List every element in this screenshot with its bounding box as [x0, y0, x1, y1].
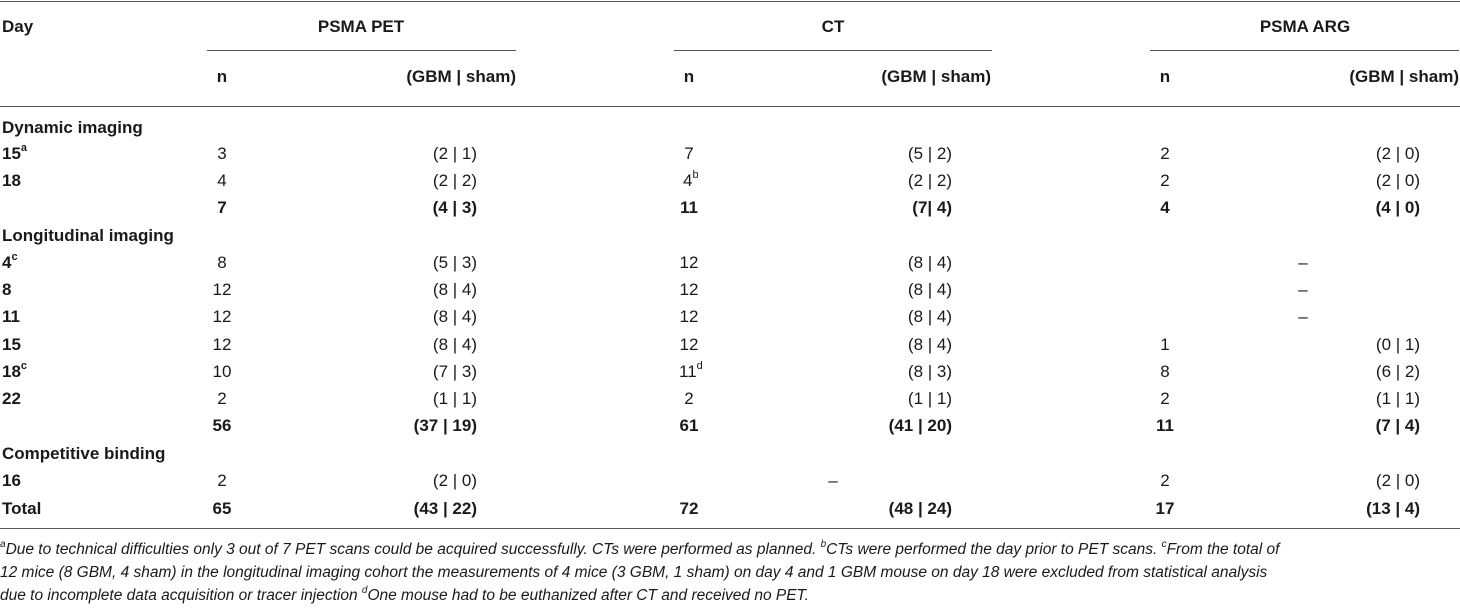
header-ct: CT: [821, 17, 845, 36]
pet-ratio-cell: (7 | 3): [432, 362, 477, 381]
ct-dash-cell: –: [828, 471, 838, 490]
footnote-line-1: [0, 538, 1460, 561]
pet-ratio-cell: (2 | 2): [432, 171, 477, 190]
table-top-rule: [0, 1, 1460, 2]
arg-n-subtotal: 11: [1156, 416, 1174, 435]
ct-ratio-cell: (5 | 2): [907, 144, 952, 163]
arg-dash-cell: –: [1298, 280, 1308, 299]
pet-ratio-cell: (1 | 1): [432, 389, 477, 408]
header-arg-ratio: (GBM | sham): [1349, 67, 1459, 86]
footnote-b: CTs were performed the day prior to PET scans.: [826, 541, 1158, 558]
day-cell: 15: [2, 335, 21, 354]
arg-n-cell: 2: [1160, 471, 1170, 490]
pet-ratio-cell: (2 | 0): [432, 471, 477, 490]
ct-n-subtotal: 61: [679, 416, 699, 435]
pet-n-subtotal: 7: [217, 198, 227, 217]
ct-ratio-cell: (8 | 4): [907, 253, 952, 272]
ct-n-cell: 12: [679, 335, 699, 354]
arg-dash-cell: –: [1298, 307, 1308, 326]
pet-n-cell: 12: [212, 335, 232, 354]
section-title: Longitudinal imaging: [2, 226, 174, 245]
day-cell: 4$^c$: [2, 251, 18, 272]
ct-n-cell: 2: [684, 389, 694, 408]
day-cell: 15$^a$: [2, 142, 28, 163]
ct-n-cell: 7: [684, 144, 694, 163]
arg-n-subtotal: 4: [1160, 198, 1170, 217]
header-ct-ratio: (GBM | sham): [881, 67, 991, 86]
pet-n-cell: 3: [217, 144, 227, 163]
arg-ratio-cell: (2 | 0): [1375, 144, 1420, 163]
arg-n-total: 17: [1155, 499, 1175, 518]
day-cell: 22: [2, 389, 21, 408]
pet-ratio-cell: (2 | 1): [432, 144, 477, 163]
ct-ratio-cell: (1 | 1): [907, 389, 952, 408]
day-cell: 8: [2, 280, 12, 299]
pet-ratio-cell: (5 | 3): [432, 253, 477, 272]
ct-ratio-cell: (2 | 2): [907, 171, 952, 190]
header-bottom-rule: [0, 106, 1460, 107]
footnote-line-3: [0, 584, 1460, 607]
ct-ratio-total: (48 | 24): [888, 499, 952, 518]
footnote-a: Due to technical difficulties only 3 out of 7 PET scans could be acquired successfully. CTs were performed as planned.: [5, 541, 817, 558]
arg-ratio-total: (13 | 4): [1366, 499, 1420, 518]
ct-n-cell: 11$^d$: [679, 360, 703, 381]
arg-n-cell: 2: [1160, 144, 1170, 163]
ct-ratio-cell: (8 | 4): [907, 335, 952, 354]
footnote-c-part1: From the total of: [1166, 541, 1280, 558]
pet-n-cell: 10: [212, 362, 232, 381]
arg-ratio-cell: (0 | 1): [1375, 335, 1420, 354]
arg-ratio-subtotal: (4 | 0): [1375, 198, 1420, 217]
ct-ratio-cell: (8 | 4): [907, 280, 952, 299]
pet-n-cell: 12: [212, 280, 232, 299]
footnote-d-marker: d: [361, 584, 368, 596]
arg-dash-cell: –: [1298, 253, 1308, 272]
pet-group-rule: [207, 50, 516, 51]
footnote-line-2: [0, 561, 1460, 584]
arg-n-cell: 1: [1160, 335, 1170, 354]
pet-n-subtotal: 56: [212, 416, 232, 435]
arg-ratio-cell: (2 | 0): [1375, 171, 1420, 190]
header-day: Day: [2, 17, 34, 36]
ct-ratio-cell: (8 | 3): [907, 362, 952, 381]
pet-ratio-cell: (8 | 4): [432, 335, 477, 354]
section-title: Dynamic imaging: [2, 118, 143, 137]
footnote-c-part3: due to incomplete data acquisition or tracer injection: [0, 587, 358, 604]
header-pet-n: n: [216, 67, 228, 86]
ct-n-cell: 12: [679, 280, 699, 299]
ct-ratio-subtotal: (7| 4): [912, 198, 952, 217]
day-cell: 18$^c$: [2, 360, 28, 381]
day-cell: 11: [2, 307, 20, 326]
footnote-c-marker: c: [1161, 538, 1167, 550]
day-cell: 18: [2, 171, 21, 190]
header-arg-n: n: [1159, 67, 1171, 86]
pet-ratio-total: (43 | 22): [413, 499, 477, 518]
pet-ratio-cell: (8 | 4): [432, 280, 477, 299]
footnote-c-part2: 12 mice (8 GBM, 4 sham) in the longitudinal imaging cohort the measurements of 4 mice (3 GBM, 1 sham) on day 4 and 1 GBM mouse on day 18 were excluded from statistical analysis: [0, 564, 1268, 581]
header-ct-n: n: [683, 67, 695, 86]
footnote-b-marker: b: [820, 538, 827, 550]
header-pet-ratio: (GBM | sham): [406, 67, 516, 86]
arg-ratio-cell: (6 | 2): [1375, 362, 1420, 381]
pet-ratio-subtotal: (37 | 19): [413, 416, 477, 435]
footnote-d: One mouse had to be euthanized after CT and received no PET.: [367, 587, 809, 604]
header-pet: PSMA PET: [317, 17, 405, 36]
total-label: Total: [2, 499, 42, 518]
pet-ratio-subtotal: (4 | 3): [432, 198, 477, 217]
arg-ratio-cell: (2 | 0): [1375, 471, 1420, 490]
day-cell: 16: [2, 471, 21, 490]
ct-n-subtotal: 11: [680, 198, 698, 217]
section-title: Competitive binding: [2, 444, 166, 463]
header-arg: PSMA ARG: [1259, 17, 1351, 36]
footnote-a-marker: a: [0, 538, 6, 550]
pet-n-cell: 12: [212, 307, 232, 326]
ct-n-cell: 12: [679, 307, 699, 326]
arg-ratio-subtotal: (7 | 4): [1375, 416, 1420, 435]
pet-n-cell: 2: [217, 389, 227, 408]
pet-ratio-cell: (8 | 4): [432, 307, 477, 326]
ct-ratio-subtotal: (41 | 20): [888, 416, 952, 435]
table-footnotes: [0, 538, 1460, 607]
ct-n-cell: 12: [679, 253, 699, 272]
pet-n-total: 65: [212, 499, 232, 518]
pet-n-cell: 8: [217, 253, 227, 272]
pet-n-cell: 4: [217, 171, 227, 190]
arg-n-cell: 8: [1160, 362, 1170, 381]
ct-n-cell: 4$^b$: [683, 169, 699, 190]
table-bottom-rule: [0, 528, 1460, 529]
arg-group-rule: [1150, 50, 1459, 51]
ct-group-rule: [674, 50, 992, 51]
arg-n-cell: 2: [1160, 171, 1170, 190]
arg-n-cell: 2: [1160, 389, 1170, 408]
arg-ratio-cell: (1 | 1): [1375, 389, 1420, 408]
ct-n-total: 72: [679, 499, 699, 518]
pet-n-cell: 2: [217, 471, 227, 490]
ct-ratio-cell: (8 | 4): [907, 307, 952, 326]
